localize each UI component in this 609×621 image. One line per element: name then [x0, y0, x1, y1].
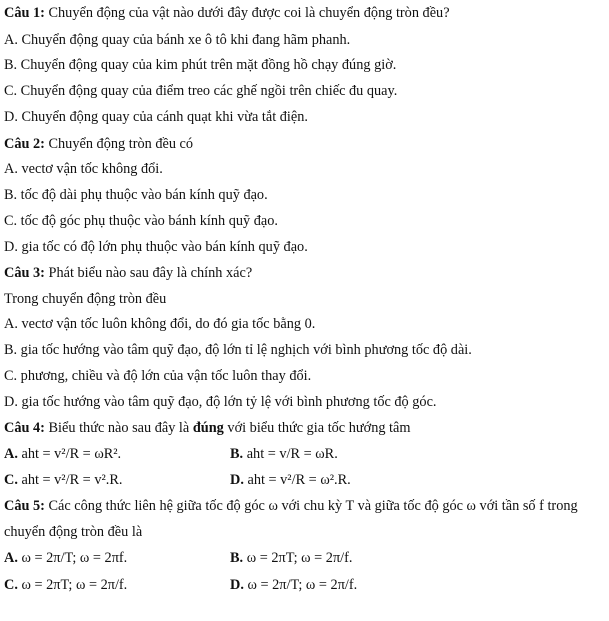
option-formula: ω = 2πT; ω = 2π/f. [246, 550, 353, 566]
option-letter: A. [4, 446, 18, 462]
q5-option-c [4, 576, 127, 594]
q1-option-c: C. Chuyển động quay của điểm treo các ghế ngồi trên chiếc đu quay. [4, 83, 398, 99]
option-letter: B. [230, 446, 244, 462]
q4-option-c [4, 471, 122, 489]
q2-option-c: C. tốc độ góc phụ thuộc vào bánh kính quỹ đạo. [4, 213, 278, 229]
question-4 [4, 419, 411, 437]
question-5 [4, 497, 578, 515]
question-text: Phát biểu nào sau đây là chính xác? [48, 265, 253, 281]
option-formula: aht = v²/R = ωR². [21, 446, 122, 462]
question-3 [4, 264, 252, 282]
question-1 [4, 4, 450, 22]
option-formula: ω = 2π/T; ω = 2π/f. [247, 577, 358, 593]
q4-option-a [4, 445, 121, 463]
q4-option-b [230, 445, 338, 463]
q1-option-a: A. Chuyển động quay của bánh xe ô tô khi đang hãm phanh. [4, 32, 351, 48]
question-number: Câu 2: [4, 136, 45, 152]
option-letter: C. [4, 577, 18, 593]
q3-option-a: A. vectơ vận tốc luôn không đổi, do đó gia tốc bằng 0. [4, 316, 316, 332]
question-text: với biểu thức gia tốc hướng tâm [223, 420, 411, 436]
q5-text-continued: chuyển động tròn đều là [4, 524, 143, 540]
q3-option-d: D. gia tốc hướng vào tâm quỹ đạo, độ lớn tỷ lệ với bình phương tốc độ góc. [4, 394, 437, 410]
q1-option-d: D. Chuyển động quay của cánh quạt khi vừa tắt điện. [4, 109, 308, 125]
question-text: Biểu thức nào sau đây là [48, 420, 193, 436]
option-letter: C. [4, 472, 18, 488]
question-2 [4, 135, 193, 153]
option-letter: A. [4, 550, 18, 566]
q2-option-b: B. tốc độ dài phụ thuộc vào bán kính quỹ đạo. [4, 187, 268, 203]
question-text: Chuyển động của vật nào dưới đây được coi là chuyển động tròn đều? [48, 5, 450, 21]
option-letter: D. [230, 472, 244, 488]
question-text: Các công thức liên hệ giữa tốc độ góc ω với chu kỳ T và giữa tốc độ góc ω với tần số f trong [48, 498, 578, 514]
option-formula: aht = v/R = ωR. [246, 446, 338, 462]
q2-option-a: A. vectơ vận tốc không đổi. [4, 161, 163, 177]
option-formula: aht = v²/R = v².R. [21, 472, 123, 488]
question-number: Câu 4: [4, 420, 45, 436]
q5-option-b [230, 549, 352, 567]
question-number: Câu 5: [4, 498, 45, 514]
q4-option-d [230, 471, 351, 489]
q1-option-b: B. Chuyển động quay của kim phút trên mặt đồng hồ chạy đúng giờ. [4, 57, 397, 73]
option-formula: ω = 2π/T; ω = 2πf. [21, 550, 128, 566]
q5-option-a [4, 549, 127, 567]
question-text: Chuyển động tròn đều có [48, 136, 194, 152]
option-letter: B. [230, 550, 244, 566]
option-formula: aht = v²/R = ω².R. [247, 472, 351, 488]
question-number: Câu 1: [4, 5, 45, 21]
q3-option-c: C. phương, chiều và độ lớn của vận tốc luôn thay đổi. [4, 368, 312, 384]
option-letter: D. [230, 577, 244, 593]
q2-option-d: D. gia tốc có độ lớn phụ thuộc vào bán kính quỹ đạo. [4, 239, 308, 255]
question-number: Câu 3: [4, 265, 45, 281]
question-text-emphasis: đúng [192, 420, 224, 436]
q3-option-b: B. gia tốc hướng vào tâm quỹ đạo, độ lớn tỉ lệ nghịch với bình phương tốc độ dài. [4, 342, 472, 358]
option-formula: ω = 2πT; ω = 2π/f. [21, 577, 128, 593]
q5-option-d [230, 576, 357, 594]
q3-subtext: Trong chuyển động tròn đều [4, 291, 167, 307]
